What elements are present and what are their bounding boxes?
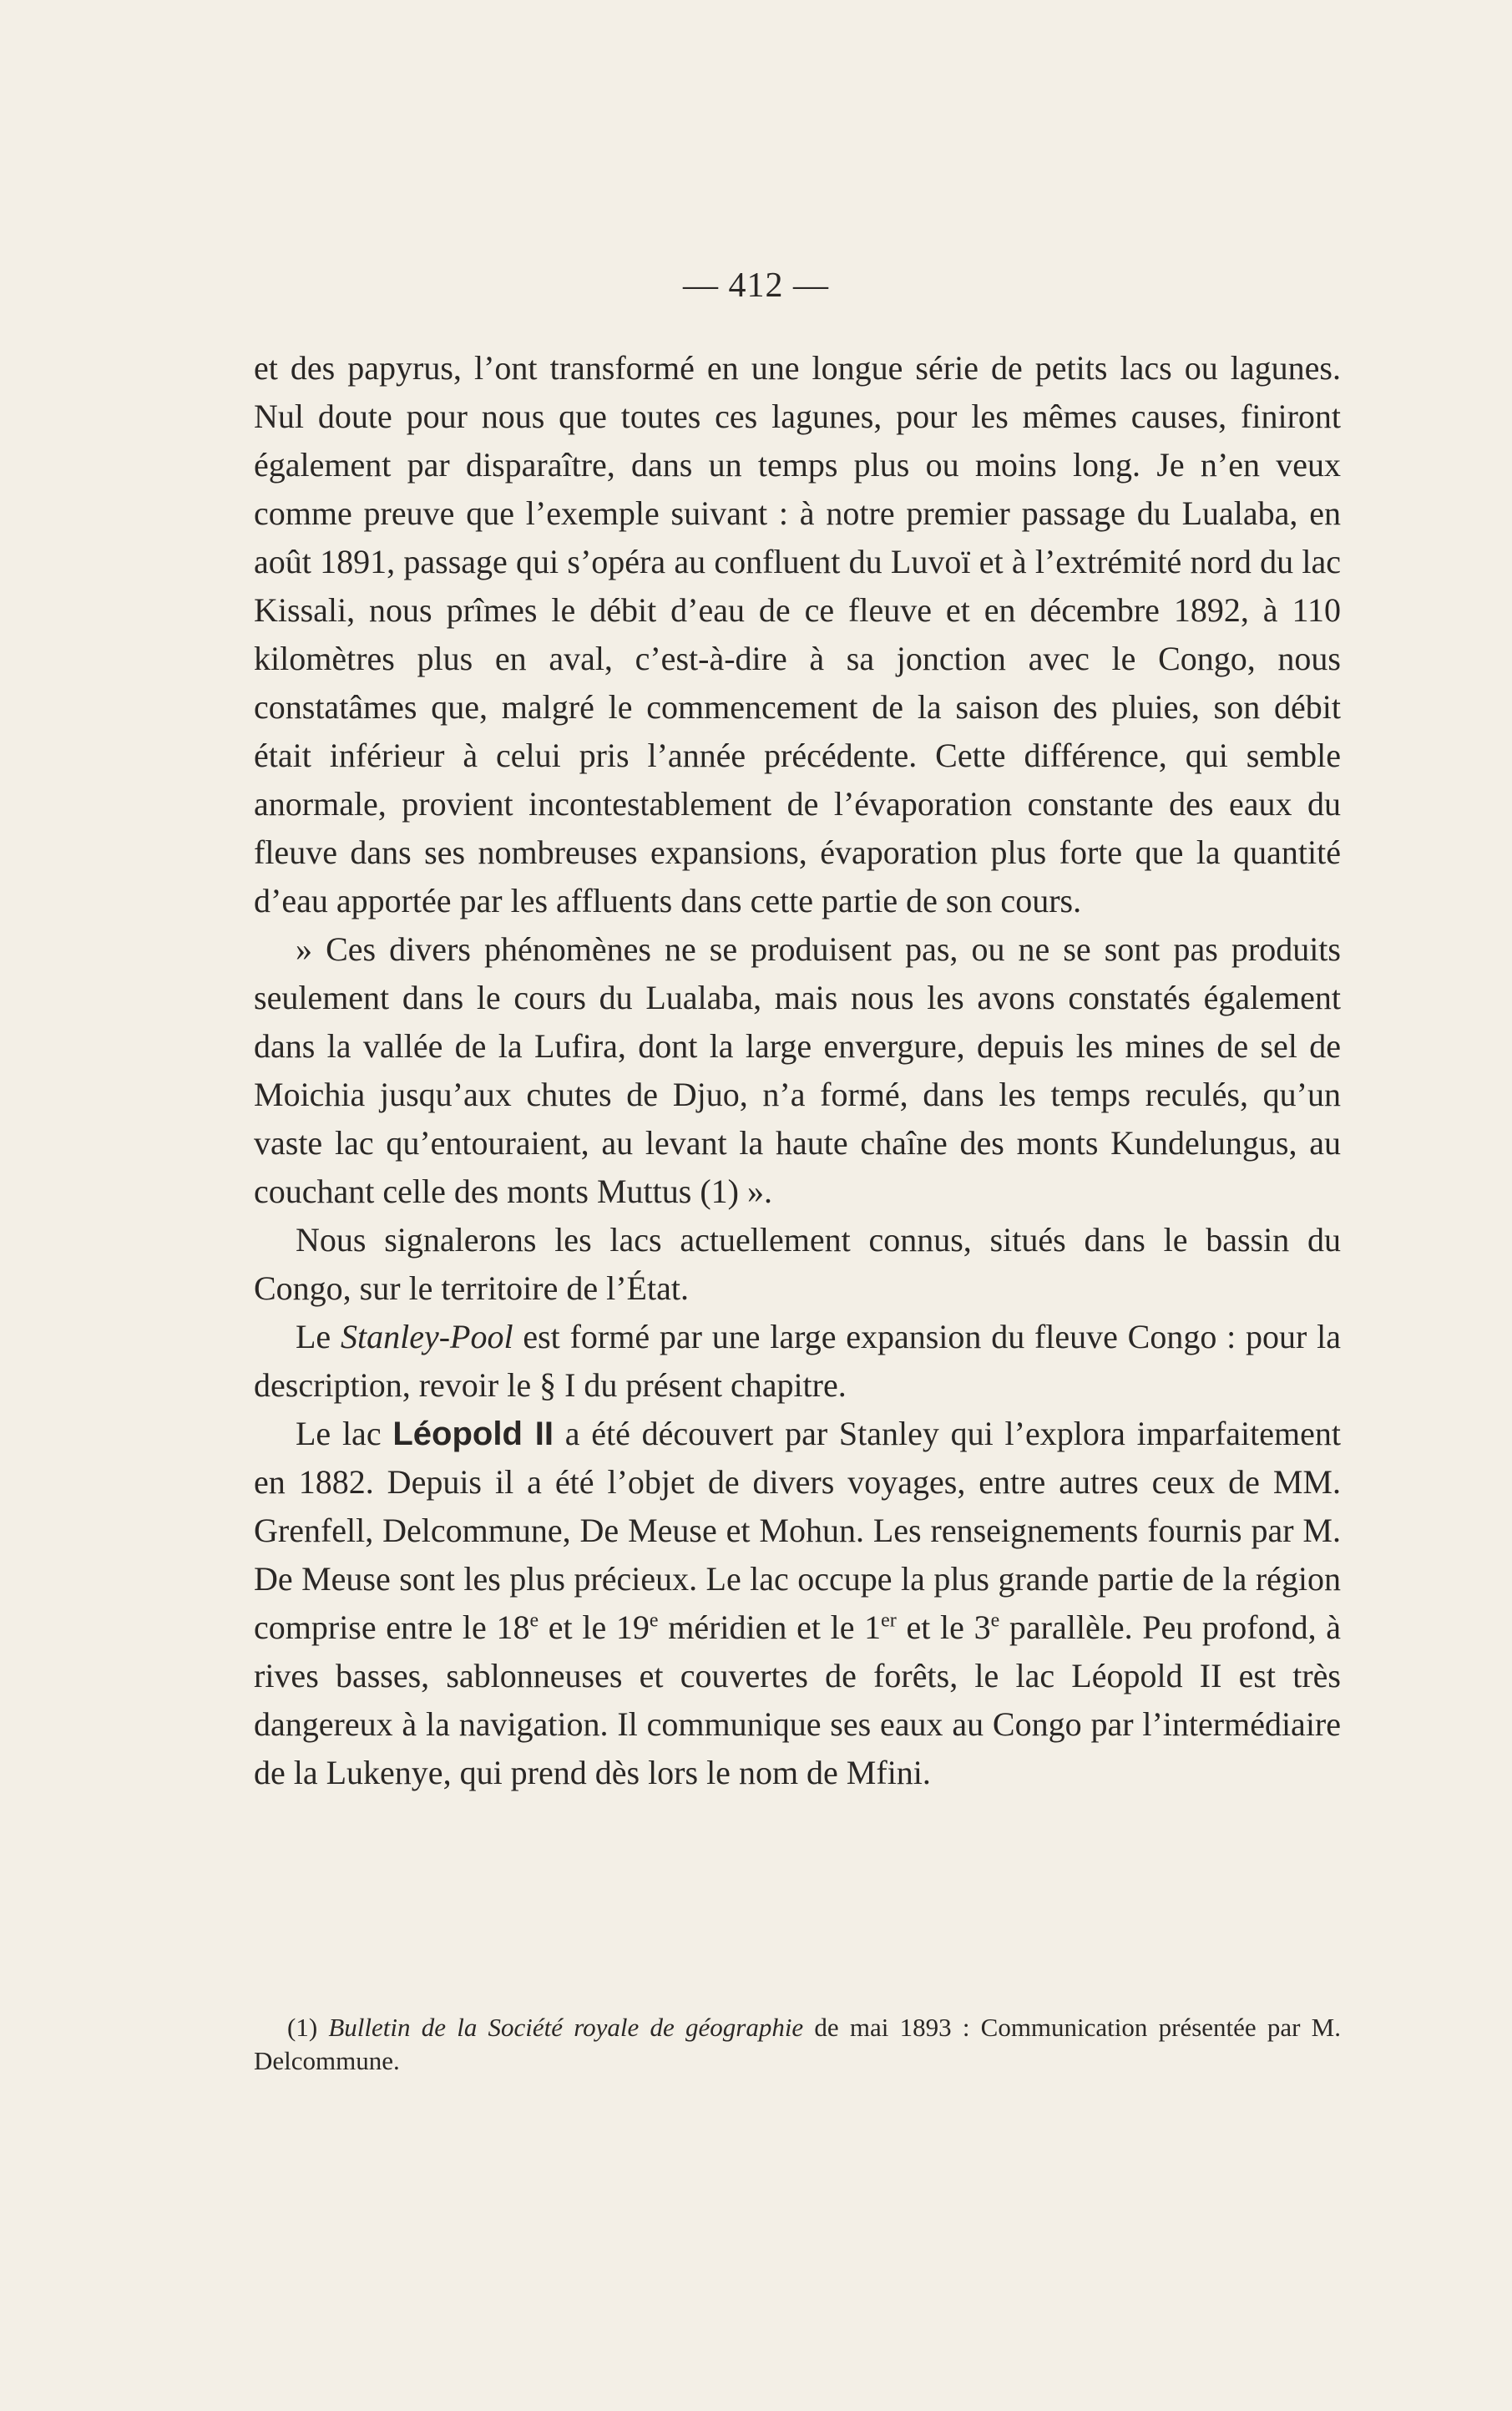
paragraph (254, 1313, 1341, 1410)
text-segment: (1) (287, 2013, 329, 2042)
text-segment: e (529, 1609, 539, 1632)
text-segment: Le (296, 1318, 341, 1355)
paragraph (254, 1410, 1341, 1797)
text-segment: e (990, 1609, 1000, 1632)
text-segment: et le 3 (896, 1608, 991, 1646)
text-segment: Le lac (296, 1415, 393, 1452)
text-segment: Nous signalerons les lacs actuellement connus, situés dans le bassin du Congo, sur le territoire de l’État. (254, 1221, 1341, 1307)
text-segment: a été découvert par Stanley qui l’explora imparfaitement en 1882. Depuis il a été l’objet de divers voyages, entre autres ceux de MM. Grenfell, Delcommune, De Meuse et Mohun. Les renseignements fournis par M. De Meuse sont les plus précieux. Le lac occupe la plus grande partie de la région comprise entre le 18 (254, 1415, 1342, 1646)
text-segment: Léopold II (392, 1416, 554, 1452)
text-segment: Bulletin de la Société royale de géographie (328, 2013, 804, 2042)
text-segment: er (881, 1609, 897, 1632)
footnote (254, 2011, 1341, 2078)
footnotes (254, 2011, 1341, 2078)
page-number: — 412 — (683, 266, 829, 305)
text-segment: est formé par une large expansion du fleuve Congo : pour la description, revoir le § I du présent chapitre. (254, 1318, 1341, 1404)
text-segment: e (649, 1609, 659, 1632)
paragraph (254, 1216, 1341, 1313)
text-segment: et le 19 (539, 1608, 650, 1646)
text-segment: Stanley-Pool (340, 1318, 513, 1355)
paragraph (254, 925, 1341, 1216)
text-segment: » Ces divers phénomènes ne se produisent pas, ou ne se sont pas produits seulement dans le cours du Lualaba, mais nous les avons constatés également dans la vallée de la Lufira, dont la large envergure, depuis les mines de sel de Moichia jusqu’aux chutes de Djuo, n’a formé, dans les temps reculés, qu’un vaste lac qu’entouraient, au levant la haute chaîne des monts Kundelungus, au couchant celle des monts Muttus (1) ». (254, 930, 1341, 1210)
text-segment: de mai 1893 : Communication présentée par M. Delcommune. (254, 2013, 1341, 2075)
text-segment: et des papyrus, l’ont transformé en une longue série de petits lacs ou lagunes. Nul doute pour nous que toutes ces lagunes, pour les mêmes causes, finiront également par disparaître, dans un temps plus ou moins long. Je n’en veux comme preuve que l’exemple suivant : à notre premier passage du Lualaba, en août 1891, passage qui s’opéra au confluent du Luvoï et à l’extrémité nord du lac Kissali, nous prîmes le débit d’eau de ce fleuve et en décembre 1892, à 110 kilomètres plus en aval, c’est-à-dire à sa jonction avec le Congo, nous constatâmes que, malgré le commencement de la saison des pluies, son débit était inférieur à celui pris l’année précédente. Cette différence, qui semble anormale, provient incontestablement de l’évaporation constante des eaux du fleuve dans ses nombreuses expansions, évaporation plus forte que la quantité d’eau apportée par les affluents dans cette partie de son cours. (254, 349, 1341, 919)
paragraph (254, 344, 1341, 925)
text-segment: méridien et le 1 (658, 1608, 882, 1646)
body-text (254, 344, 1341, 1797)
text-segment: parallèle. Peu profond, à rives basses, sablonneuses et couvertes de forêts, le lac Léopold II est très dangereux à la navigation. Il communique ses eaux au Congo par l’intermédiaire de la Lukenye, qui prend dès lors le nom de Mfini. (254, 1608, 1342, 1791)
